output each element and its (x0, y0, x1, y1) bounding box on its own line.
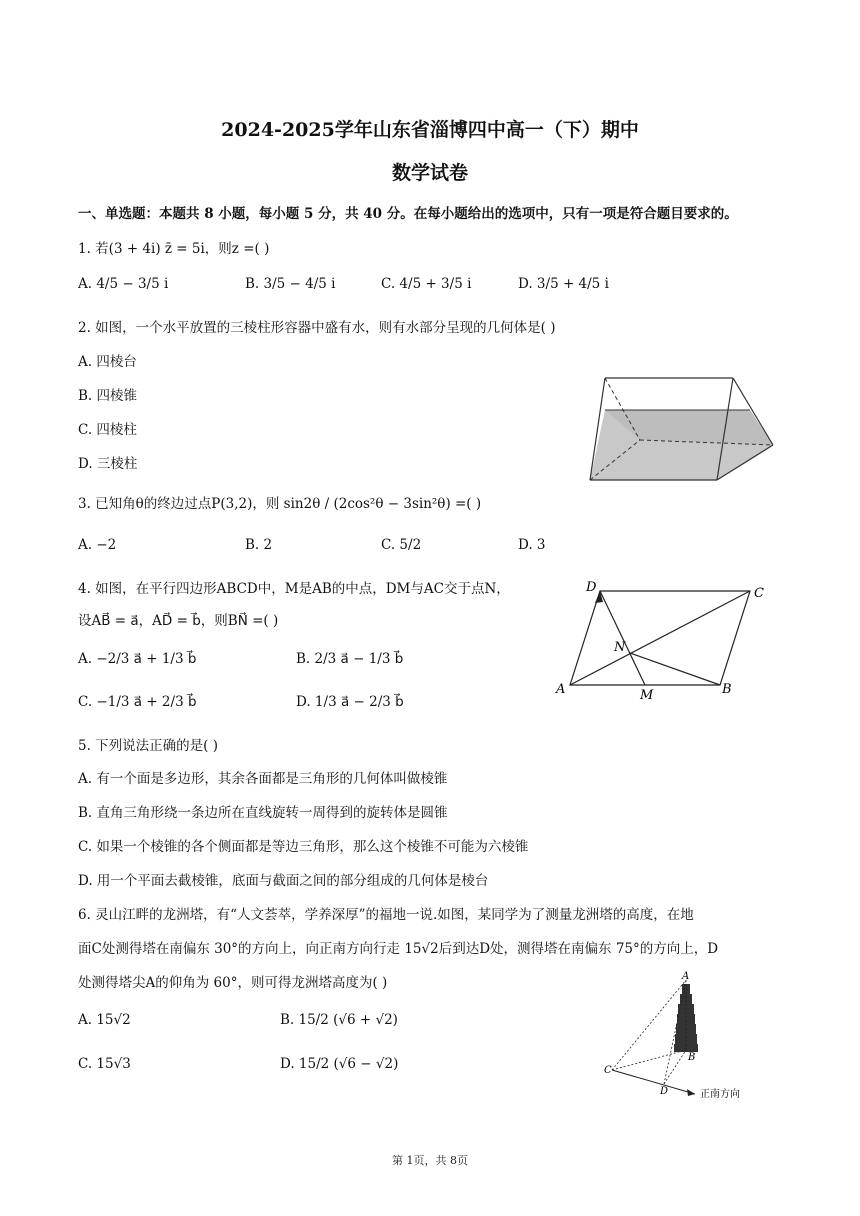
question-6-stem-line3: 处测得塔尖A的仰角为 60°，则可得龙洲塔高度为( ) (78, 975, 388, 991)
label-c: C (604, 1065, 612, 1076)
question-3-option-d: D. 3 (518, 537, 546, 553)
question-1-stem: 1. 若(3 + 4i) z̄ = 5i，则z =( ) (78, 241, 270, 257)
section-heading: 一、单选题：本题共 8 小题，每小题 5 分，共 40 分。在每小题给出的选项中，只有一项是符合题目要求的。 (78, 206, 738, 222)
question-4-option-b: B. 2/3 a⃗ − 1/3 b⃗ (296, 651, 404, 667)
parallelogram-figure (550, 575, 780, 705)
question-6-option-a: A. 15√2 (78, 1012, 131, 1028)
page-number: 第 1页，共 8页 (392, 1154, 468, 1167)
question-4-stem-line1: 4. 如图，在平行四边形ABCD中，M是AB的中点，DM与AC交于点N， (78, 581, 510, 597)
question-3-stem: 3. 已知角θ的终边过点P(3,2)，则 sin2θ / (2cos²θ − 3sin²θ) =( ) (78, 496, 482, 512)
question-2-option-d: D. 三棱柱 (78, 456, 138, 472)
question-1-option-b: B. 3/5 − 4/5 i (245, 276, 336, 292)
question-5-option-a: A. 有一个面是多边形，其余各面都是三角形的几何体叫做棱锥 (78, 771, 448, 787)
question-5-stem: 5. 下列说法正确的是( ) (78, 738, 218, 754)
question-5-option-c: C. 如果一个棱锥的各个侧面都是等边三角形，那么这个棱锥不可能为六棱锥 (78, 839, 529, 855)
question-4-stem-line2: 设AB⃗ = a⃗，AD⃗ = b⃗，则BN⃗ =( ) (78, 613, 279, 629)
question-3-option-a: A. −2 (78, 537, 117, 553)
question-1-option-a: A. 4/5 − 3/5 i (78, 276, 169, 292)
question-2-option-b: B. 四棱锥 (78, 388, 138, 404)
label-d: D (660, 1086, 669, 1097)
question-4-option-a: A. −2/3 a⃗ + 1/3 b⃗ (78, 651, 197, 667)
question-2-option-a: A. 四棱台 (78, 354, 137, 370)
question-5-option-b: B. 直角三角形绕一条边所在直线旋转一周得到的旋转体是圆锥 (78, 805, 448, 821)
label-a: A (556, 682, 566, 697)
label-a: A (682, 971, 690, 982)
question-2-stem: 2. 如图，一个水平放置的三棱柱形容器中盛有水，则有水部分呈现的几何体是( ) (78, 320, 556, 336)
pagoda-figure (600, 970, 770, 1105)
question-6-stem-line2: 面C处测得塔在南偏东 30°的方向上，向正南方向行走 15√2后到达D处，测得塔在南偏东 75°的方向上，D (78, 941, 719, 957)
label-b: B (722, 682, 732, 697)
question-2-option-c: C. 四棱柱 (78, 422, 137, 438)
label-m: M (640, 688, 654, 703)
question-6-stem-line1: 6. 灵山江畔的龙洲塔，有“人文荟萃，学养深厚”的福地一说.如图，某同学为了测量龙洲塔的高度，在地 (78, 907, 694, 923)
question-6-option-c: C. 15√3 (78, 1056, 131, 1072)
question-3-option-b: B. 2 (245, 537, 273, 553)
direction-label: 正南方向 (700, 1089, 740, 1100)
label-b: B (688, 1052, 696, 1063)
question-4-option-c: C. −1/3 a⃗ + 2/3 b⃗ (78, 694, 197, 710)
question-1-option-c: C. 4/5 + 3/5 i (381, 276, 472, 292)
page-title: 2024-2025学年山东省淄博四中高一（下）期中 (221, 119, 639, 141)
label-d: D (586, 580, 597, 595)
question-5-option-d: D. 用一个平面去截棱锥，底面与截面之间的部分组成的几何体是棱台 (78, 873, 489, 889)
question-3-option-c: C. 5/2 (381, 537, 422, 553)
question-6-option-b: B. 15/2 (√6 + √2) (280, 1012, 398, 1028)
label-c: C (754, 586, 764, 601)
page-subtitle: 数学试卷 (391, 162, 468, 184)
prism-container-figure (585, 370, 785, 485)
label-n: N (614, 640, 626, 655)
question-1-option-d: D. 3/5 + 4/5 i (518, 276, 609, 292)
question-6-option-d: D. 15/2 (√6 − √2) (280, 1056, 399, 1072)
question-4-option-d: D. 1/3 a⃗ − 2/3 b⃗ (296, 694, 404, 710)
